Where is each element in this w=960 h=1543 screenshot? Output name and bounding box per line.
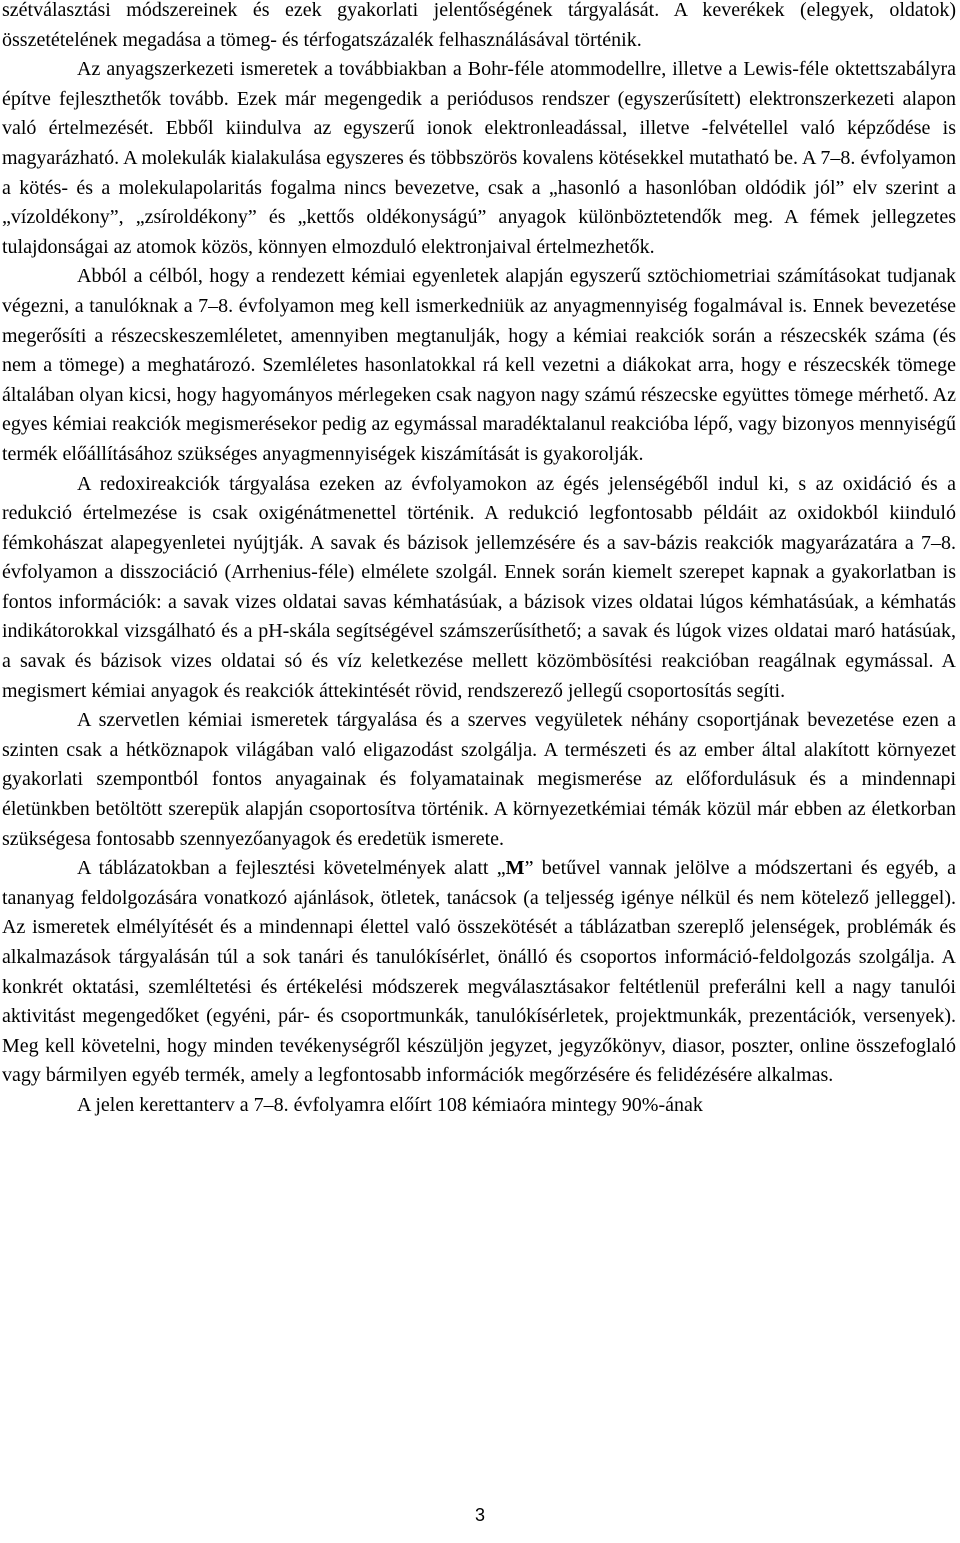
paragraph-text-part: ” betűvel vannak jelölve a módszertani és egyéb, a tananyag feldolgozására vonatkozó ajánlások, ötletek, tanácsok (a teljesség igénye nélkül és nem kötelező jelleggel). Az ismeretek elmélyítését és a mindennapi élettel való összekötését a táblázatban szereplő jelenségek, problémák és alkalmazások tárgyalásán túl a sok tanári és tanulókísérlet, önálló és csoportos információ-feldolgozás szolgálja. A konkrét oktatási, szemléltetési és értékelési módszerek megválasztásakor feltétlenül preferálni kell a nagy tanulói aktivitást megengedőket (egyéni, pár- és csoportmunkák, tanulókísérletek, projektmunkák, prezentációk, versenyek). Meg kell követelni, hogy minden tevékenységről készüljön jegyzet, jegyzőkönyv, diasor, poszter, online összefoglaló vagy bármilyen egyéb termék, amely a legfontosabb információk megőrzésére és felidézésére alkalmas. — [2, 857, 956, 1087]
paragraph: A szervetlen kémiai ismeretek tárgyalása és a szerves vegyületek néhány csoportjának bevezetése ezen a szinten csak a hétköznapok világában való eligazodást szolgálja. A természeti és az ember által alakított környezet gyakorlati szempontból fontos anyagainak és folyamatainak megismerése az előfordulásuk és a mindennapi életünkben betöltött szerepük alapján csoportosítva történik. A környezetkémiai témák közül már ebben az életkorban szükségesa fontosabb szennyezőanyagok és eredetük ismerete. — [2, 709, 956, 850]
paragraph: Abból a célból, hogy a rendezett kémiai egyenletek alapján egyszerű sztöchiometriai számításokat tudjanak végezni, a tanulóknak a 7–8. évfolyamon meg kell ismerkedniük az anyagmennyiség fogalmával is. Ennek bevezetése megerősíti a részecskeszemléletet, amennyiben megtanulják, hogy a kémiai reakciók során a részecskék száma (és nem a tömege) a meghatározó. Szemléletes hasonlatokkal rá kell vezetni a diákokat arra, hogy e részecskék tömege általában olyan kicsi, hogy hagyományos mérlegeken csak nagyon nagy számú részecske együttes tömege mérhető. Az egyes kémiai reakciók megismerésekor pedig az egymással maradéktalanul reakcióba lépő, vagy bizonyos mennyiségű termék előállításához szükséges anyagmennyiségek kiszámítását is gyakorolják. — [2, 265, 956, 465]
paragraph: Az anyagszerkezeti ismeretek a továbbiakban a Bohr-féle atommodellre, illetve a Lewis-féle oktettszabályra építve fejleszthetők tovább. Ezek már megengedik a periódusos rendszer (egyszerűsített) elektronszerkezeti alapon való értelmezését. Ebből kiindulva az egyszerű ionok elektronleadással, illetve -felvétellel való képződése is magyarázható. A molekulák kialakulása egyszeres és többszörös kovalens kötésekkel mutatható be. A 7–8. évfolyamon a kötés- és a molekulapolaritás fogalma nincs bevezetve, csak a „hasonló a hasonlóban oldódik jól” elv szerint a „vízoldékony”, „zsíroldékony” és „kettős oldékonyságú” anyagok különböztetendők meg. A fémek jellegzetes tulajdonságai az atomok közös, könnyen elmozduló elektronjaival értelmezhetők. — [2, 58, 956, 258]
bold-marker-text: M — [505, 857, 525, 880]
document-body — [2, 0, 956, 1121]
paragraph: A redoxireakciók tárgyalása ezeken az évfolyamokon az égés jelenségéből indul ki, s az oxidáció és a redukció értelmezése is csak oxigénátmenettel történik. A redukció legfontosabb példáit az oxidokból kiinduló fémkohászat alapegyenletei nyújtják. A savak és bázisok jellemzésére és a sav-bázis reakciók magyarázatára a 7–8. évfolyamon a disszociáció (Arrhenius-féle) elmélete szolgál. Ennek során kiemelt szerepet kapnak a gyakorlatban is fontos információk: a savak vizes oldatai savas kémhatásúak, a bázisok vizes oldatai lúgos kémhatásúak, a kémhatás indikátorokkal vizsgálható és a pH-skála segítségével számszerűsíthető; a savak és lúgok vizes oldatai maró hatásúak, a savak és bázisok vizes oldatai só és víz keletkezése mellett közömbösítési reakcióban reagálnak egymással. A megismert kémiai anyagok és reakciók áttekintését rövid, rendszerező jellegű csoportosítás segíti. — [2, 472, 956, 702]
paragraph: szétválasztási módszereinek és ezek gyakorlati jelentőségének tárgyalását. A keverékek (elegyek, oldatok) összetételének megadása a tömeg- és térfogatszázalék felhasználásával történik. — [2, 0, 956, 51]
paragraph — [2, 854, 956, 1091]
page-number: 3 — [474, 1505, 485, 1525]
paragraph: A jelen kerettanterv a 7–8. évfolyamra előírt 108 kémiaóra mintegy 90%-ának — [77, 1093, 703, 1116]
paragraph-text-part: A táblázatokban a fejlesztési követelmények alatt „ — [77, 857, 506, 880]
